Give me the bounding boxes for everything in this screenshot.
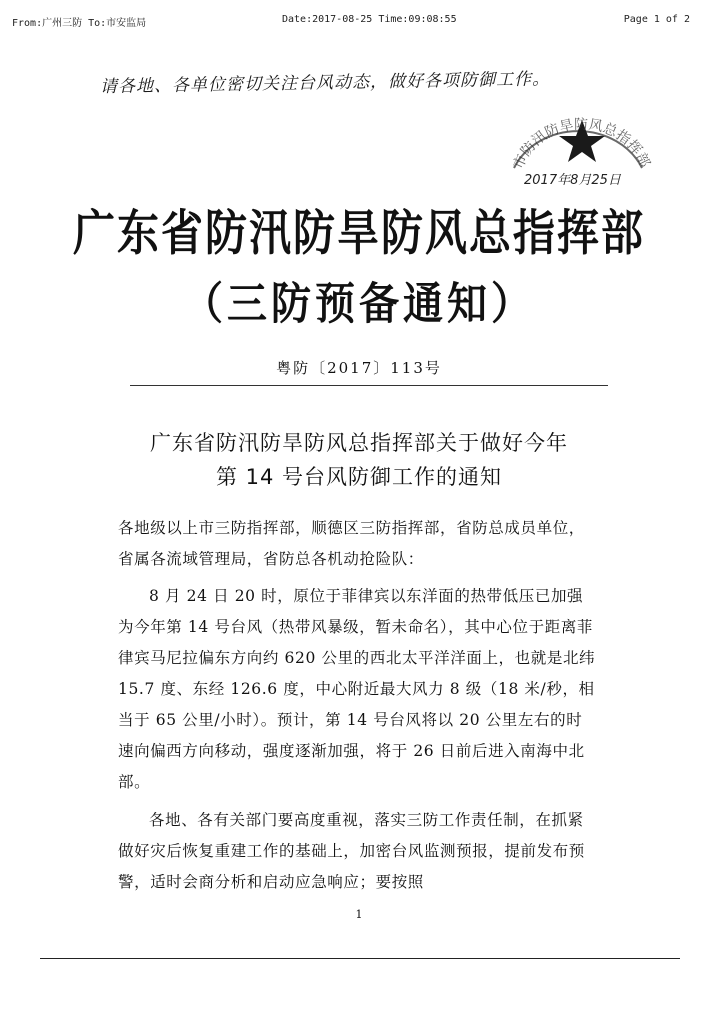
fax-datetime: Date:2017-08-25 Time:09:08:55: [282, 14, 457, 25]
fax-from: From:广州三防 To:市安监局: [12, 18, 147, 29]
fax-header: [0, 14, 718, 30]
fax-page-indicator: Page 1 of 2: [623, 14, 690, 25]
seal-date: 2017年8月25日: [524, 173, 621, 188]
organization-title: 广东省防汛防旱防风总指挥部: [72, 204, 645, 262]
official-seal: [492, 90, 652, 190]
document-number: 粤防〔2017〕113号: [276, 359, 442, 377]
requirements-paragraph: 各地、各有关部门要高度重视，落实三防工作责任制，在抓紧做好灾后恢复重建工作的基础上，加密台风监测预报，提前发布预警，适时会商分析和启动应急响应；要按照: [118, 811, 585, 891]
addressees-paragraph: 各地级以上市三防指挥部，顺德区三防指挥部，省防总成员单位，省属各流域管理局，省防总各机动抢险队：: [118, 519, 585, 568]
seal-text: 市防汛防旱防风总指挥部: [510, 116, 652, 172]
page-number: 1: [355, 908, 363, 921]
footer-divider: [40, 958, 680, 959]
notice-type-title: （三防预备通知）: [183, 277, 535, 330]
subject-line-1: 广东省防汛防旱防风总指挥部关于做好今年: [150, 431, 568, 455]
handwritten-note: 请各地、各单位密切关注台风动态，做好各项防御工作。: [99, 69, 551, 98]
subject-line-2: 第 14 号台风防御工作的通知: [215, 465, 503, 489]
seal-graphic: [492, 90, 652, 190]
typhoon-situation-paragraph: 8 月 24 日 20 时，原位于菲律宾以东洋面的热带低压已加强为今年第 14 号台风（热带风暴级，暂未命名），其中心位于距离菲律宾马尼拉偏东方向约 620 公里的西北太平洋洋面上，也就是北纬 15.7 度、东经 126.6 度，中心附近最大风力 8 级（18 米/秒，相当于 65 公里/小时）。预计，第 14 号台风将以 20 公里左右的时速向偏西方向移动，强度逐渐加强，将于 26 日前后进入南海中北部。: [118, 587, 596, 791]
header-divider: [130, 385, 608, 386]
